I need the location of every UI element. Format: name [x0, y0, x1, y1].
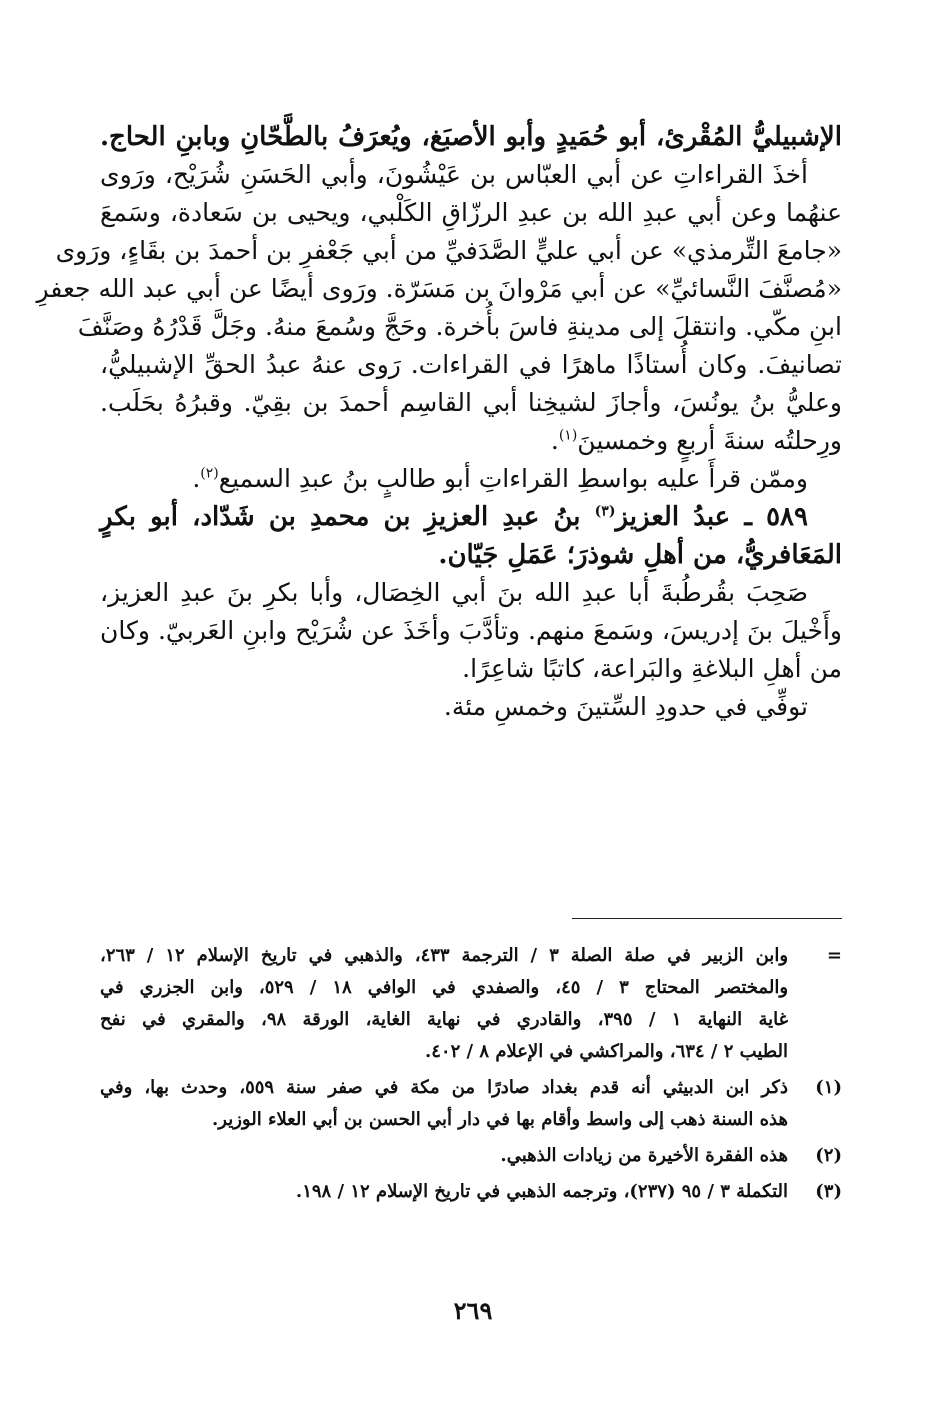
- footnote-body: [100, 1176, 788, 1208]
- text-line-15: من أهلِ البلاغةِ والبَراعة، كاتبًا شاعِرًا.: [462, 654, 842, 683]
- entry-heading-line-2: المَعَافريُّ، من أهلِ شوذرَ؛ عَمَلِ جَيّان.: [438, 540, 842, 570]
- footnote-marker: =: [826, 945, 842, 966]
- line-9-text: ورِحلتُه سنةَ أربعٍ وخمسينَ: [577, 426, 842, 455]
- footnote-marker: (٣): [815, 1181, 842, 1202]
- footnote-line: هذه السنة ذهب إلى واسط وأقام بها في دار أبي الحسن بن أبي العلاء الوزير.: [212, 1109, 788, 1130]
- footnote-line: التكملة ٣ / ٩٥ (٢٣٧)، وترجمه الذهبي في تاريخ الإسلام ١٢ / ١٩٨.: [295, 1181, 788, 1202]
- text-line-2: أخذَ القراءاتِ عن أبي العبّاس بن عَيْشُونَ، وأبي الحَسَنِ شُرَيْح، ورَوى: [100, 160, 808, 189]
- footnote-line: هذه الفقرة الأخيرة من زيادات الذهبي.: [500, 1145, 788, 1166]
- footnote-mark-1: (١): [558, 427, 578, 444]
- text-line-4: «جامعَ التِّرمذي» عن أبي عليٍّ الصَّدَفيِّ من أبي جَعْفرِ بن أحمدَ بن بقَاءٍ، ورَوى: [55, 236, 842, 265]
- footnote-1: [100, 1072, 842, 1136]
- entry-number: ٥٨٩ ـ: [744, 502, 808, 532]
- text-line-8: وعليُّ بنُ يونُسَ، وأجازَ لشيخِنا أبي القاسِم أحمدَ بن بقِيّ. وقبرُهُ بحَلَب.: [100, 388, 842, 417]
- text-line-9: [100, 422, 842, 460]
- entry-heading-rest: بنُ عبدِ العزيزِ بن محمدِ بن شَدّاد، أبو بكرٍ: [100, 502, 581, 532]
- text-line-7: تصانيفَ. وكان أُستاذًا ماهرًا في القراءات. رَوى عنهُ عبدُ الحقِّ الإشبيليُّ،: [100, 350, 842, 379]
- footnote-2: [100, 1140, 842, 1172]
- line-9-period: .: [550, 426, 559, 455]
- text-line-3: عنهُما وعن أبي عبدِ الله بن عبدِ الرزّاقِ الكَلْبي، ويحيى بن سَعادة، وسَمعَ: [100, 198, 842, 227]
- text-line-10: [100, 460, 842, 498]
- text-line-6: ابنِ مكّي. وانتقلَ إلى مدينةِ فاسَ بأُخرة. وحَجَّ وسُمعَ منهُ. وجَلَّ قَدْرُهُ وصَنَّفَ: [77, 312, 842, 341]
- footnote-line: والمختصر المحتاج ٣ / ٤٥، والصفدي في الوافي ١٨ / ٥٢٩، وابن الجزري في: [100, 977, 789, 998]
- entry-name: عبدُ العزيز: [615, 502, 731, 532]
- footnote-line: غاية النهاية ١ / ٣٩٥، والقادري في نهاية الغاية، الورقة ٩٨، والمقري في نفح: [100, 1009, 789, 1030]
- footnote-marker: (٢): [815, 1145, 842, 1166]
- footnote-body: [100, 1140, 788, 1172]
- footnote-line: ذكر ابن الدبيثي أنه قدم بغداد صادرًا من مكة في صفر سنة ٥٥٩، وحدث بها، وفي: [100, 1077, 788, 1098]
- footnote-body: [100, 940, 788, 1068]
- entry-heading: [100, 498, 842, 536]
- text-line-16: توفِّي في حدودِ السِّتينَ وخمسِ مئة.: [443, 692, 808, 721]
- footnotes: [100, 940, 842, 1212]
- footnote-mark-3: (٣): [594, 503, 616, 520]
- page-number: ٢٦٩: [453, 1296, 493, 1325]
- text-line-5: «مُصنَّفَ النَّسائيِّ» عن أبي مَرْوانَ بن مَسَرّة. ورَوى أيضًا عن أبي عبد الله جعفرِ: [36, 274, 842, 303]
- text-line-14: وأَخْيلَ بنَ إدريسَ، وسَمعَ منهم. وتأدَّبَ وأخَذَ عن شُرَيْح وابنِ العَربيّ. وكان: [100, 616, 842, 645]
- footnote-mark-2: (٢): [200, 465, 219, 482]
- footnote-continuation: [100, 940, 842, 1068]
- footnote-line: وابن الزبير في صلة الصلة ٣ / الترجمة ٤٣٣، والذهبي في تاريخ الإسلام ١٢ / ٢٦٣،: [100, 945, 789, 966]
- footnote-body: [100, 1072, 788, 1136]
- footnote-line: الطيب ٢ / ٦٣٤، والمراكشي في الإعلام ٨ / ٤٠٢.: [424, 1041, 788, 1062]
- line-10-text: وممّن قرأَ عليه بواسطِ القراءاتِ أبو طالبٍ بنُ عبدِ السميع: [218, 464, 808, 493]
- line-10-period: .: [192, 464, 201, 493]
- main-text: [36, 118, 842, 726]
- footnote-3: [100, 1176, 842, 1208]
- text-line-1: الإشبيليُّ المُقْرئ، أبو حُمَيدٍ وأبو الأصبَغ، ويُعرَفُ بالطَّحّانِ وبابنِ الحاج.: [100, 122, 842, 152]
- text-line-13: صَحِبَ بقُرطُبةَ أبا عبدِ الله بنَ أبي الخِصَال، وأبا بكرِ بنَ عبدِ العزيز،: [100, 578, 808, 607]
- footnote-divider: [572, 918, 842, 919]
- footnote-marker: (١): [815, 1077, 842, 1098]
